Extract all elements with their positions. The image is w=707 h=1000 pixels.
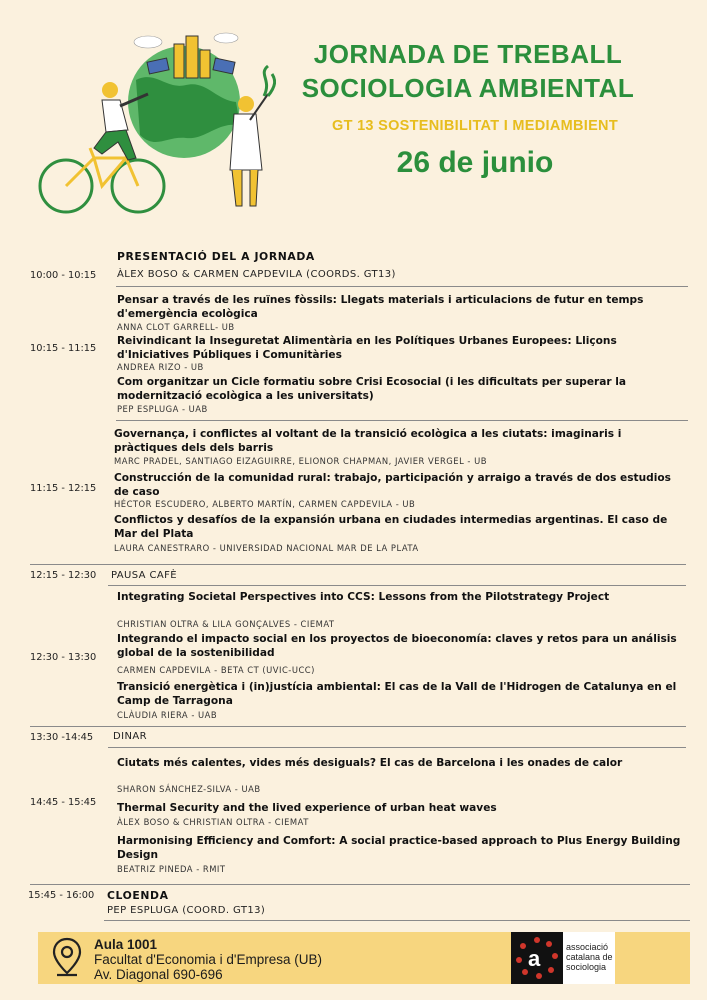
talk-author: CLÀUDIA RIERA - UAB xyxy=(117,710,218,720)
session-time: 14:45 - 15:45 xyxy=(30,797,97,808)
divider xyxy=(30,726,686,727)
location-pin-icon xyxy=(52,937,82,977)
talk-title: Integrating Societal Perspectives into CCS: Lessons from the Pilotstrategy Project xyxy=(117,591,610,603)
title-line-1: JORNADA DE TREBALL xyxy=(313,39,623,69)
break-label: DINAR xyxy=(113,731,147,742)
talk-author: BEATRIZ PINEDA - RMIT xyxy=(117,864,226,874)
talk-title: Com organitzar un Cicle formatiu sobre Crisi Ecosocial (i les dificultats per superar la modernització ecològica a les universitats) xyxy=(117,376,627,402)
subtitle: GT 13 SOSTENIBILITAT I MEDIAMBIENT xyxy=(332,118,618,134)
divider xyxy=(116,420,688,421)
talk-author: CHRISTIAN OLTRA & LILA GONÇALVES - CIEMAT xyxy=(117,619,335,629)
acs-logo-icon xyxy=(511,932,563,984)
talk-author: ANDREA RIZO - UB xyxy=(117,362,204,372)
talk-title: Harmonising Efficiency and Comfort: A social practice-based approach to Plus Energy Building Design xyxy=(117,835,681,861)
session-time: 10:15 - 11:15 xyxy=(30,343,97,354)
session-time: 10:00 - 10:15 xyxy=(30,270,97,281)
venue-room: Aula 1001 xyxy=(94,937,158,952)
event-date: 26 de junio xyxy=(396,146,554,179)
session-time: 13:30 -14:45 xyxy=(30,732,94,743)
talk-author: LAURA CANESTRARO - UNIVERSIDAD NACIONAL MAR DE LA PLATA xyxy=(114,543,419,553)
svg-text:a: a xyxy=(528,946,541,971)
talk-title: Pensar a través de les ruïnes fòssils: Llegats materials i articulacions de futur en temps d'emergència ecològica xyxy=(117,294,644,320)
talk-author: CARMEN CAPDEVILA - BETA CT (UVIC-UCC) xyxy=(117,665,315,675)
talk-author: PEP ESPLUGA - UAB xyxy=(117,404,208,414)
break-label: PAUSA CAFÈ xyxy=(111,570,177,581)
session-time: 12:30 - 13:30 xyxy=(30,652,97,663)
talk-author: ÀLEX BOSO & CHRISTIAN OLTRA - CIEMAT xyxy=(117,817,309,827)
talk-title: Conflictos y desafíos de la expansión urbana en ciudades intermedias argentinas. El caso de Mar del Plata xyxy=(114,514,668,540)
session-author: PEP ESPLUGA (COORD. GT13) xyxy=(107,905,266,916)
talk-title: Construcción de la comunidad rural: trabajo, participación y arraigo a través de dos estudios de caso xyxy=(114,472,671,498)
divider xyxy=(30,564,686,565)
session-author: ÀLEX BOSO & CARMEN CAPDEVILA (COORDS. GT13) xyxy=(117,269,396,280)
session-time: 11:15 - 12:15 xyxy=(30,483,97,494)
bicycle-icon xyxy=(40,148,164,212)
talk-author: SHARON SÁNCHEZ-SILVA - UAB xyxy=(117,784,261,794)
divider xyxy=(108,585,686,586)
talk-title: Governança, i conflictes al voltant de la transició ecològica a les ciutats: imaginaris i pràctiques dels dels barris xyxy=(114,428,622,454)
talk-title: Transició energètica i (in)justícia ambiental: El cas de la Vall de l'Hidrogen de Catalunya en el Camp de Tarragona xyxy=(117,681,677,707)
logo-text-line-1: associació xyxy=(566,942,609,952)
talk-title: Ciutats més calentes, vides més desiguals? El cas de Barcelona i les onades de calor xyxy=(117,757,623,769)
divider xyxy=(104,920,690,921)
talk-author: MARC PRADEL, SANTIAGO EIZAGUIRRE, ELIONOR CHAPMAN, JAVIER VERGEL - UB xyxy=(114,456,487,466)
talk-author: ANNA CLOT GARRELL- UB xyxy=(117,322,235,332)
session-title: CLOENDA xyxy=(107,889,169,902)
logo-text-line-2: catalana de xyxy=(566,952,613,962)
divider xyxy=(108,747,686,748)
talk-author: HÉCTOR ESCUDERO, ALBERTO MARTÍN, CARMEN CAPDEVILA - UB xyxy=(114,499,416,509)
talk-title: Integrando el impacto social en los proyectos de bioeconomía: claves y retos para un análisis global de la sostenibilidad xyxy=(117,633,677,659)
title-line-2: SOCIOLOGIA AMBIENTAL xyxy=(301,73,635,103)
header-illustration xyxy=(36,30,276,220)
divider xyxy=(116,286,688,287)
session-time: 12:15 - 12:30 xyxy=(30,570,97,581)
session-time: 15:45 - 16:00 xyxy=(28,890,95,901)
venue-address: Av. Diagonal 690-696 xyxy=(94,967,223,982)
session-title: PRESENTACIÓ DEL A JORNADA xyxy=(117,250,315,263)
talk-title: Reivindicant la Inseguretat Alimentària en les Polítiques Urbanes Europees: Lliçons d'Iniciatives Públiques i Comunitàries xyxy=(117,335,617,361)
divider xyxy=(30,884,690,885)
venue-faculty: Facultat d'Economia i d'Empresa (UB) xyxy=(94,952,322,967)
talk-title: Thermal Security and the lived experience of urban heat waves xyxy=(117,802,497,814)
logo-text-line-3: sociologia xyxy=(566,962,607,972)
